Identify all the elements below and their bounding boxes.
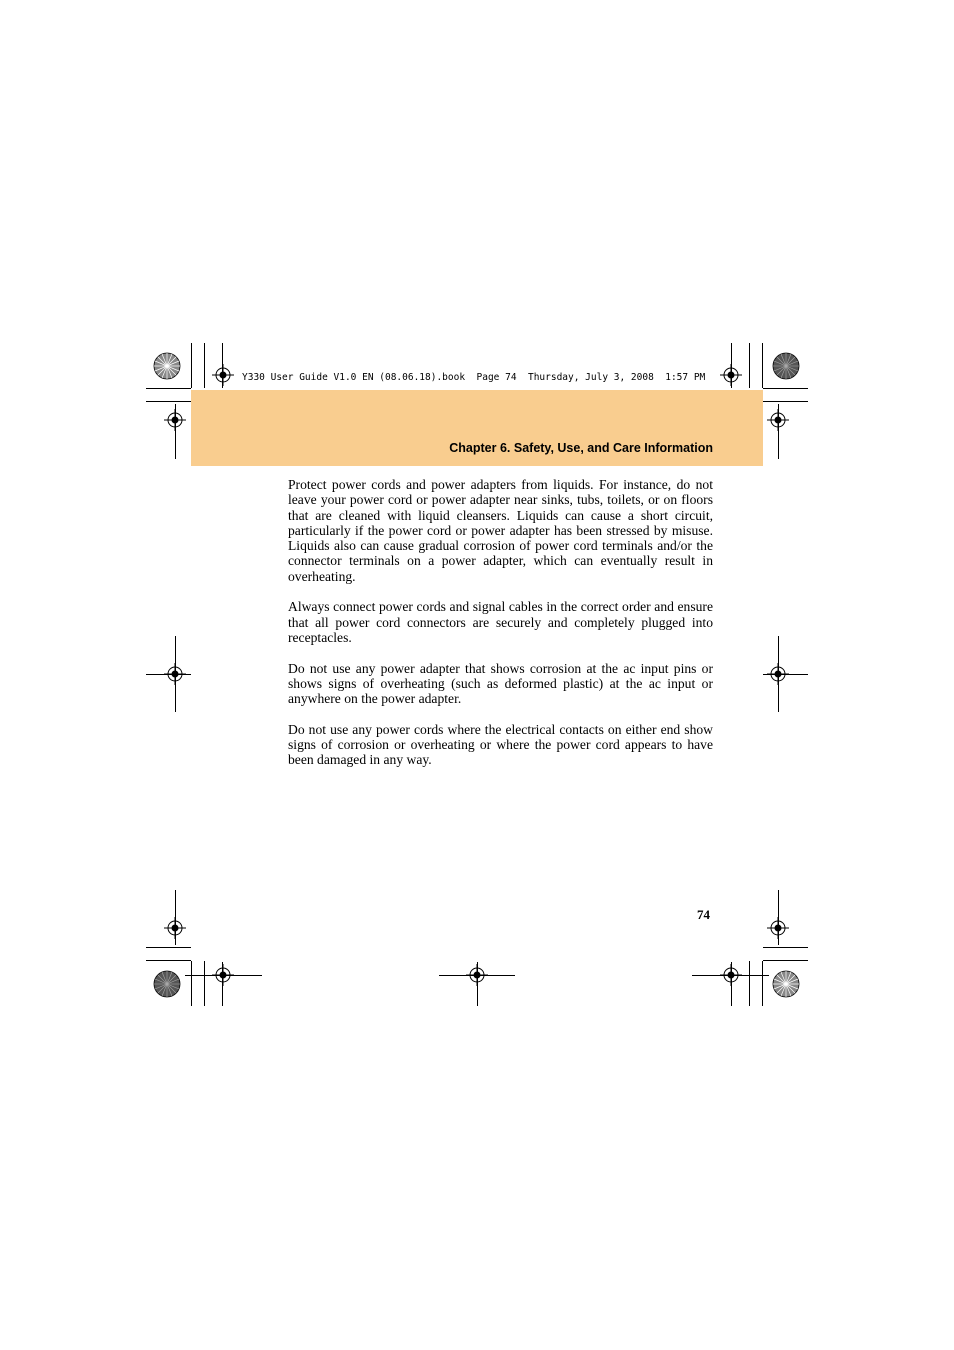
crop-line xyxy=(146,947,191,948)
starburst-mark-icon xyxy=(772,352,800,380)
crop-line xyxy=(778,404,779,459)
registration-mark-icon xyxy=(720,964,742,986)
crop-line xyxy=(146,960,191,961)
body-text xyxy=(288,477,713,783)
crop-line xyxy=(763,401,808,402)
crop-line xyxy=(146,388,191,389)
chapter-header-band xyxy=(191,390,763,466)
crop-line xyxy=(762,961,763,1006)
starburst-mark-icon xyxy=(153,970,181,998)
crop-line xyxy=(204,961,205,1006)
registration-mark-icon xyxy=(466,964,488,986)
crop-line xyxy=(763,388,808,389)
paragraph: Always connect power cords and signal cables in the correct order and ensure that all power cord connectors are securely and completely plugged into receptacles. xyxy=(288,599,713,645)
chapter-title: Chapter 6. Safety, Use, and Care Information xyxy=(449,441,713,455)
crop-line xyxy=(762,343,763,388)
starburst-mark-icon xyxy=(772,970,800,998)
registration-mark-icon xyxy=(767,917,789,939)
page-number: 74 xyxy=(697,907,710,922)
crop-line xyxy=(204,343,205,388)
registration-mark-icon xyxy=(767,663,789,685)
crop-line xyxy=(749,961,750,1006)
paragraph: Do not use any power cords where the electrical contacts on either end show signs of corrosion or overheating or where the power cord appears to have been damaged in any way. xyxy=(288,721,713,768)
crop-line xyxy=(175,404,176,459)
starburst-mark-icon xyxy=(153,352,181,380)
crop-line xyxy=(191,343,192,388)
crop-line xyxy=(731,343,732,388)
crop-line xyxy=(146,401,191,402)
crop-line xyxy=(749,343,750,388)
crop-line xyxy=(763,947,808,948)
registration-mark-icon xyxy=(164,917,186,939)
print-info: Y330 User Guide V1.0 EN (08.06.18).book Page 74 Thursday, July 3, 2008 1:57 PM xyxy=(242,372,706,383)
registration-mark-icon xyxy=(212,364,234,386)
paragraph: Protect power cords and power adapters from liquids. For instance, do not leave your power cord or power adapter near sinks, tubs, toilets, or on floors that are cleaned with liquid cleansers. Liquids can cause a short circuit, particularly if the power cord or power adapter has been stressed by misuse. Liquids also can cause gradual corrosion of power cord terminals and/or the connector terminals on a power adapter, which can eventually result in overheating. xyxy=(288,477,713,584)
crop-line xyxy=(222,343,223,388)
registration-mark-icon xyxy=(212,964,234,986)
crop-line xyxy=(763,960,808,961)
crop-line xyxy=(191,961,192,1006)
registration-mark-icon xyxy=(164,663,186,685)
paragraph: Do not use any power adapter that shows corrosion at the ac input pins or shows signs of overheating (such as deformed plastic) at the ac input or anywhere on the power adapter. xyxy=(288,660,713,707)
